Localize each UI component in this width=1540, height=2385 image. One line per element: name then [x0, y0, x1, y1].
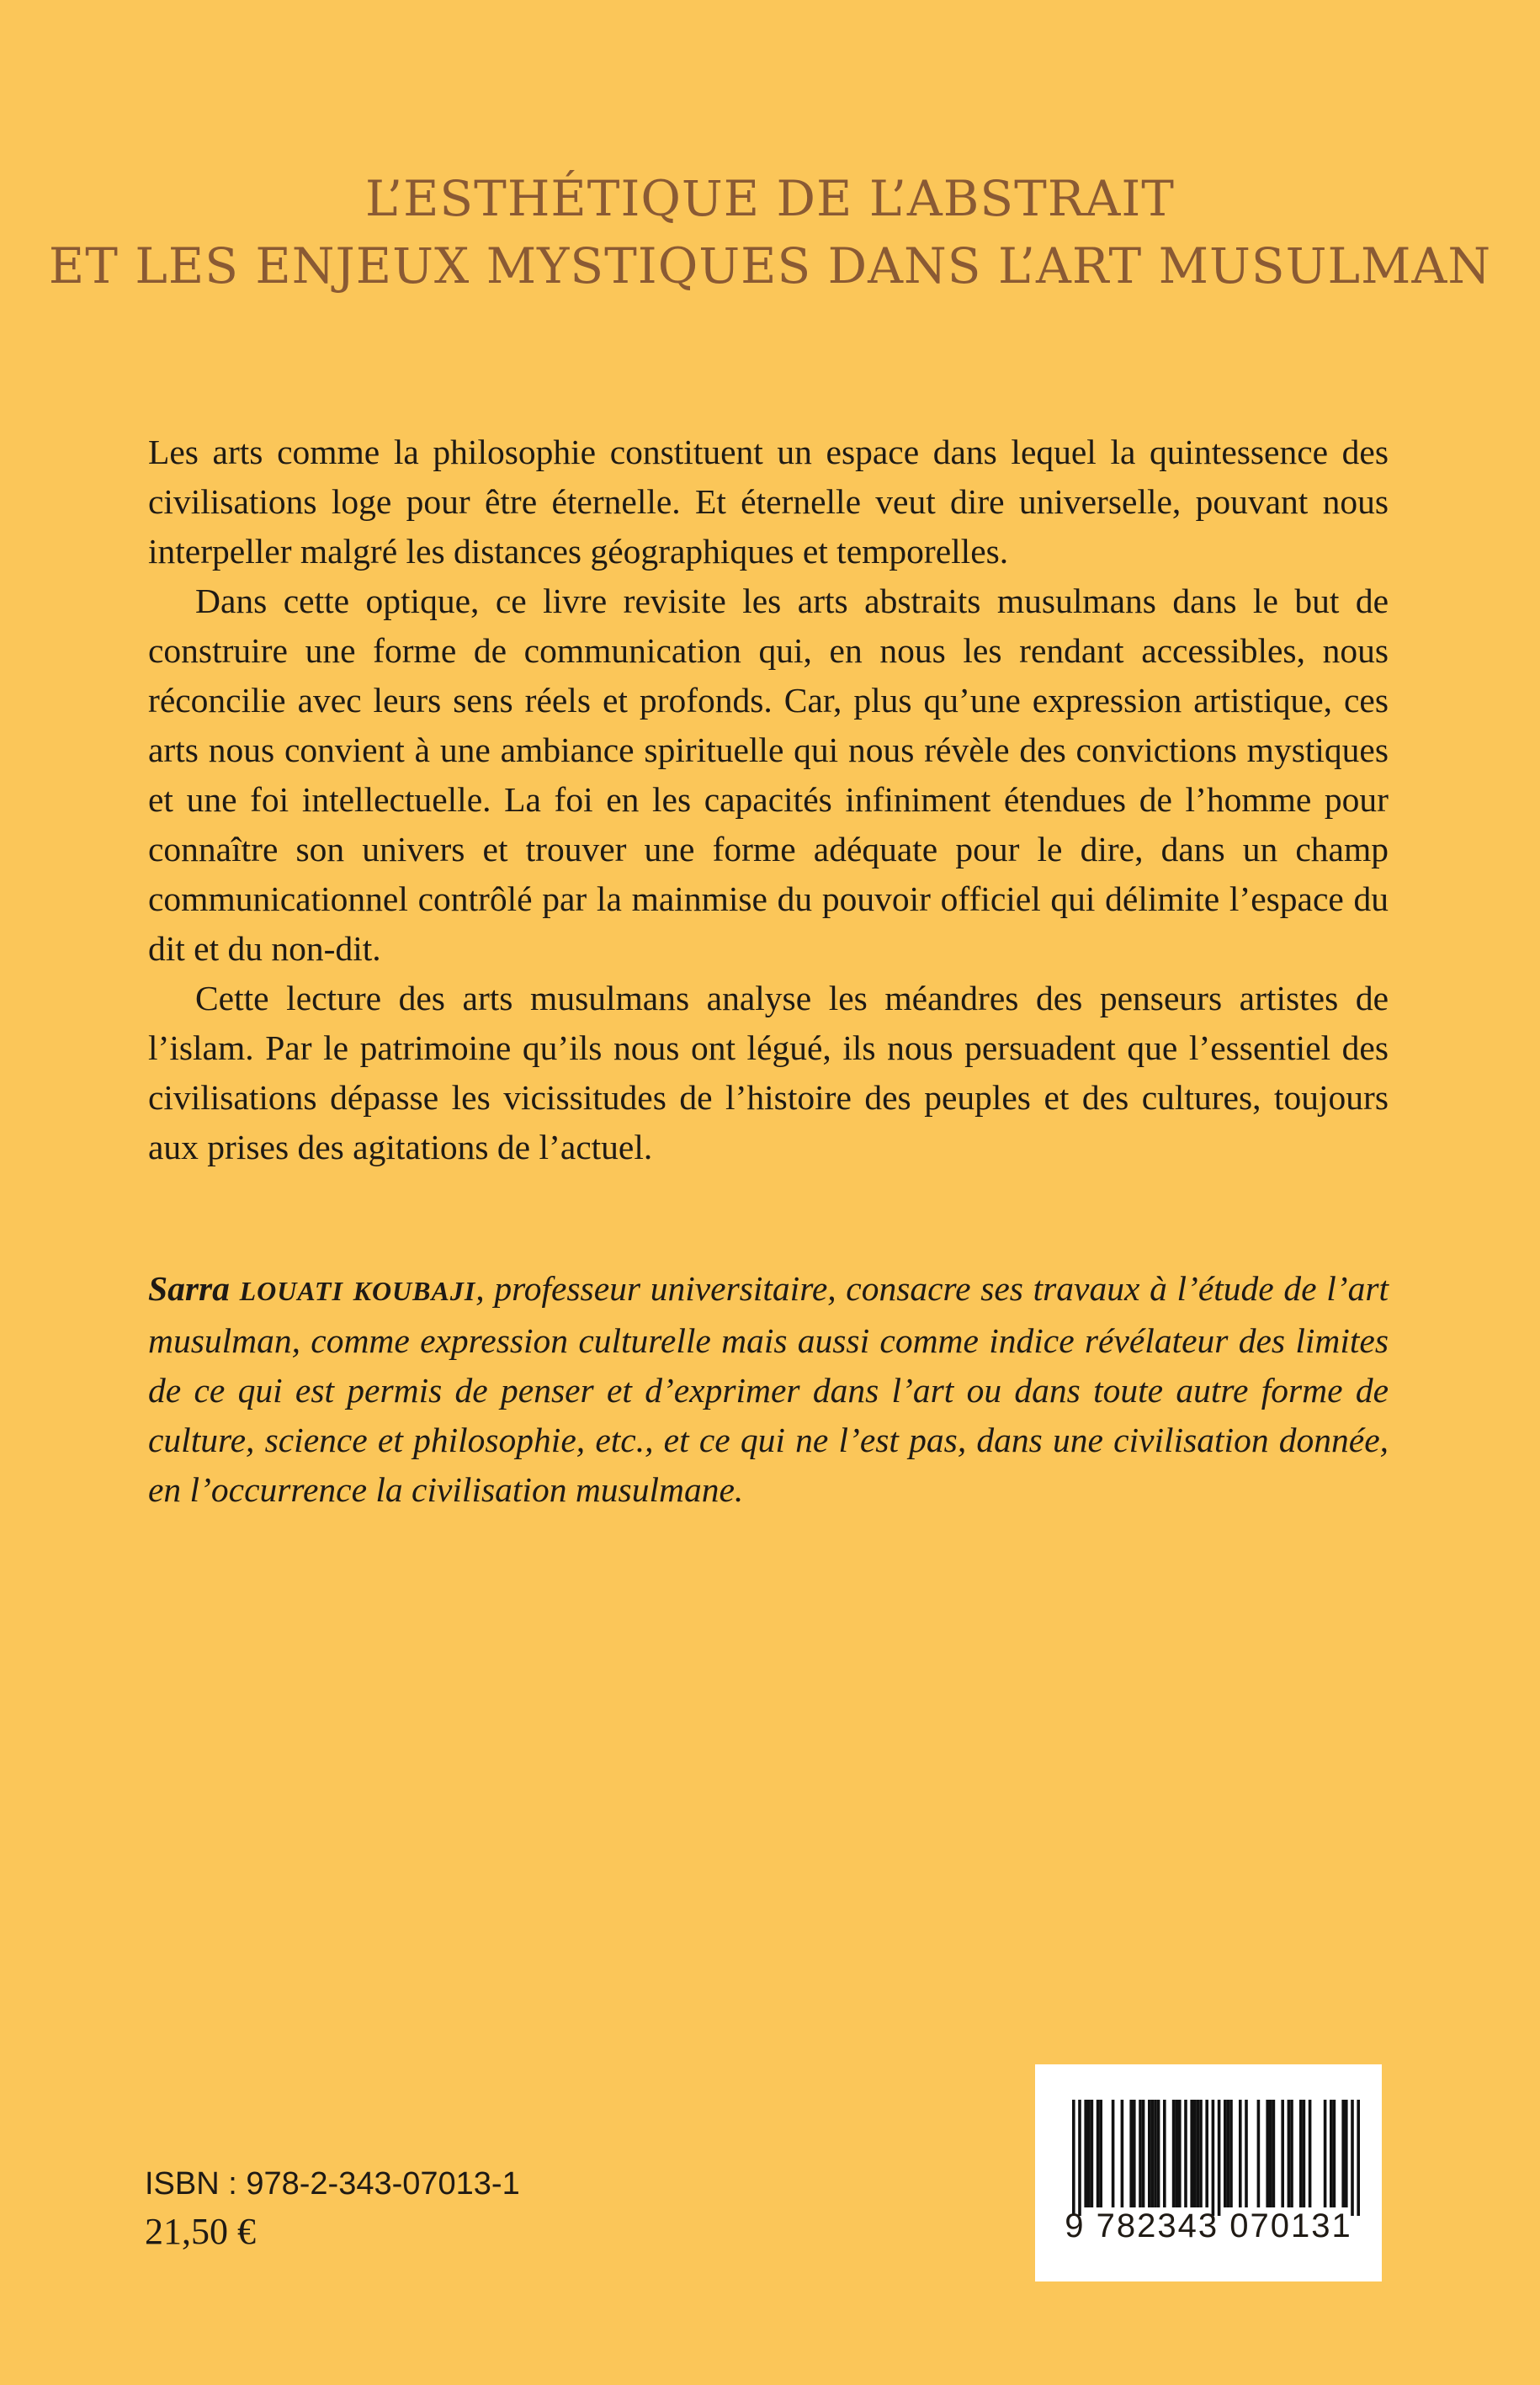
barcode-bar — [1269, 2100, 1272, 2207]
barcode-bar — [1266, 2100, 1269, 2207]
barcode-bar — [1290, 2100, 1293, 2207]
title-line-2: ET LES ENJEUX MYSTIQUES DANS L’ART MUSULMAN — [48, 237, 1492, 295]
barcode-bar — [1229, 2100, 1233, 2207]
barcode-bar — [1084, 2100, 1087, 2207]
barcode — [1035, 2064, 1382, 2281]
barcode-bar — [1184, 2100, 1187, 2207]
book-title — [0, 165, 1540, 300]
barcode-digits: 9 782343 070131 — [1065, 2207, 1352, 2244]
author-bio-paragraph — [148, 1264, 1389, 1515]
barcode-bar — [1091, 2100, 1094, 2207]
barcode-bars — [1035, 2064, 1382, 2281]
barcode-bar — [1299, 2100, 1303, 2207]
barcode-bar — [1172, 2100, 1176, 2207]
blurb-paragraph-2: Dans cette optique, ce livre revisite les arts abstraits musulmans dans le but de construire une forme de communication qui, en nous les rendant accessibles, nous réconcilie avec leurs sens réels et profonds. Car, plus qu’une expression artistique, ces arts nous convient à une ambiance spirituelle qui nous révèle des convictions mystiques et une foi intellectuelle. La foi en les capacités infiniment étendues de l’homme pour connaître son univers et trouver une forme adéquate pour le dire, dans un champ communicationnel contrôlé par la mainmise du pouvoir officiel qui délimite l’espace du dit et du non-dit. — [148, 582, 1389, 968]
barcode-bar — [1190, 2100, 1193, 2207]
author-bio-text: , professeur universitaire, consacre ses travaux à l’étude de l’art musulman, comme expression culturelle mais aussi comme indice révélateur des limites de ce qui est permis de penser et d’exprimer dans l’art ou dans toute autre forme de culture, science et philosophie, etc., et ce qui ne l’est pas, dans une civilisation donnée, en l’occurrence la civilisation musulmane. — [148, 1269, 1389, 1509]
barcode-bar — [1272, 2100, 1276, 2207]
barcode-bar — [1163, 2100, 1166, 2207]
barcode-bar — [1224, 2100, 1227, 2207]
author-last-name-2: KOUBAJI — [353, 1276, 476, 1306]
barcode-bar — [1303, 2100, 1306, 2207]
barcode-bar — [1112, 2100, 1115, 2207]
barcode-bar — [1205, 2100, 1208, 2207]
barcode-bar — [1078, 2100, 1081, 2216]
barcode-bar — [1151, 2100, 1155, 2207]
author-bio — [148, 1264, 1389, 1515]
barcode-bar — [1324, 2100, 1327, 2207]
barcode-bar — [1288, 2100, 1291, 2207]
barcode-bar — [1212, 2100, 1215, 2216]
isbn: ISBN : 978-2-343-07013-1 — [145, 2166, 520, 2202]
barcode-bar — [1227, 2100, 1230, 2207]
barcode-bar — [1239, 2100, 1242, 2207]
barcode-bar — [1351, 2100, 1354, 2216]
barcode-bar — [1193, 2100, 1197, 2207]
author-first-name: Sarra — [148, 1269, 240, 1308]
author-last-name-1: LOUATI — [239, 1276, 343, 1306]
barcode-bar — [1129, 2100, 1133, 2207]
barcode-bar — [1121, 2100, 1124, 2207]
barcode-bar — [1197, 2100, 1200, 2207]
barcode-bar — [1087, 2100, 1091, 2207]
barcode-bar — [1133, 2100, 1136, 2207]
barcode-bar — [1157, 2100, 1160, 2207]
barcode-bar — [1245, 2100, 1248, 2207]
barcode-bar — [1175, 2100, 1178, 2207]
barcode-bar — [1218, 2100, 1221, 2216]
barcode-bar — [1281, 2100, 1284, 2207]
barcode-bar — [1199, 2100, 1203, 2207]
barcode-bar — [1330, 2100, 1333, 2207]
blurb-paragraph-1: Les arts comme la philosophie constituent un espace dans lequel la quintessence des civilisations loge pour être éternelle. Et éternelle veut dire universelle, pouvant nous interpeller malgré les distances géographiques et temporelles. — [148, 433, 1389, 571]
barcode-bar — [1139, 2100, 1142, 2207]
barcode-bar — [1148, 2100, 1151, 2207]
barcode-bar — [1257, 2100, 1261, 2207]
barcode-bar — [1333, 2100, 1336, 2207]
price: 21,50 € — [145, 2211, 256, 2252]
blurb — [148, 428, 1389, 1172]
barcode-bar — [1099, 2100, 1102, 2207]
barcode-bar — [1309, 2100, 1312, 2207]
barcode-bar — [1178, 2100, 1182, 2207]
title-line-1: L’ESTHÉTIQUE DE L’ABSTRAIT — [365, 170, 1175, 227]
barcode-bar — [1097, 2100, 1100, 2207]
barcode-bar — [1345, 2100, 1348, 2207]
author-name — [148, 1269, 475, 1308]
barcode-bar — [1142, 2100, 1145, 2207]
barcode-bar — [1072, 2100, 1075, 2216]
barcode-bar — [1341, 2100, 1345, 2207]
barcode-bar — [1357, 2100, 1360, 2216]
barcode-bar — [1154, 2100, 1157, 2207]
blurb-paragraph-3: Cette lecture des arts musulmans analyse les méandres des penseurs artistes de l’islam. Par le patrimoine qu’ils nous ont légué, ils nous persuadent que l’essentiel des civilisations dépasse les vicissitudes de l’histoire des peuples et des cultures, toujours aux prises des agitations de l’actuel. — [148, 979, 1389, 1166]
